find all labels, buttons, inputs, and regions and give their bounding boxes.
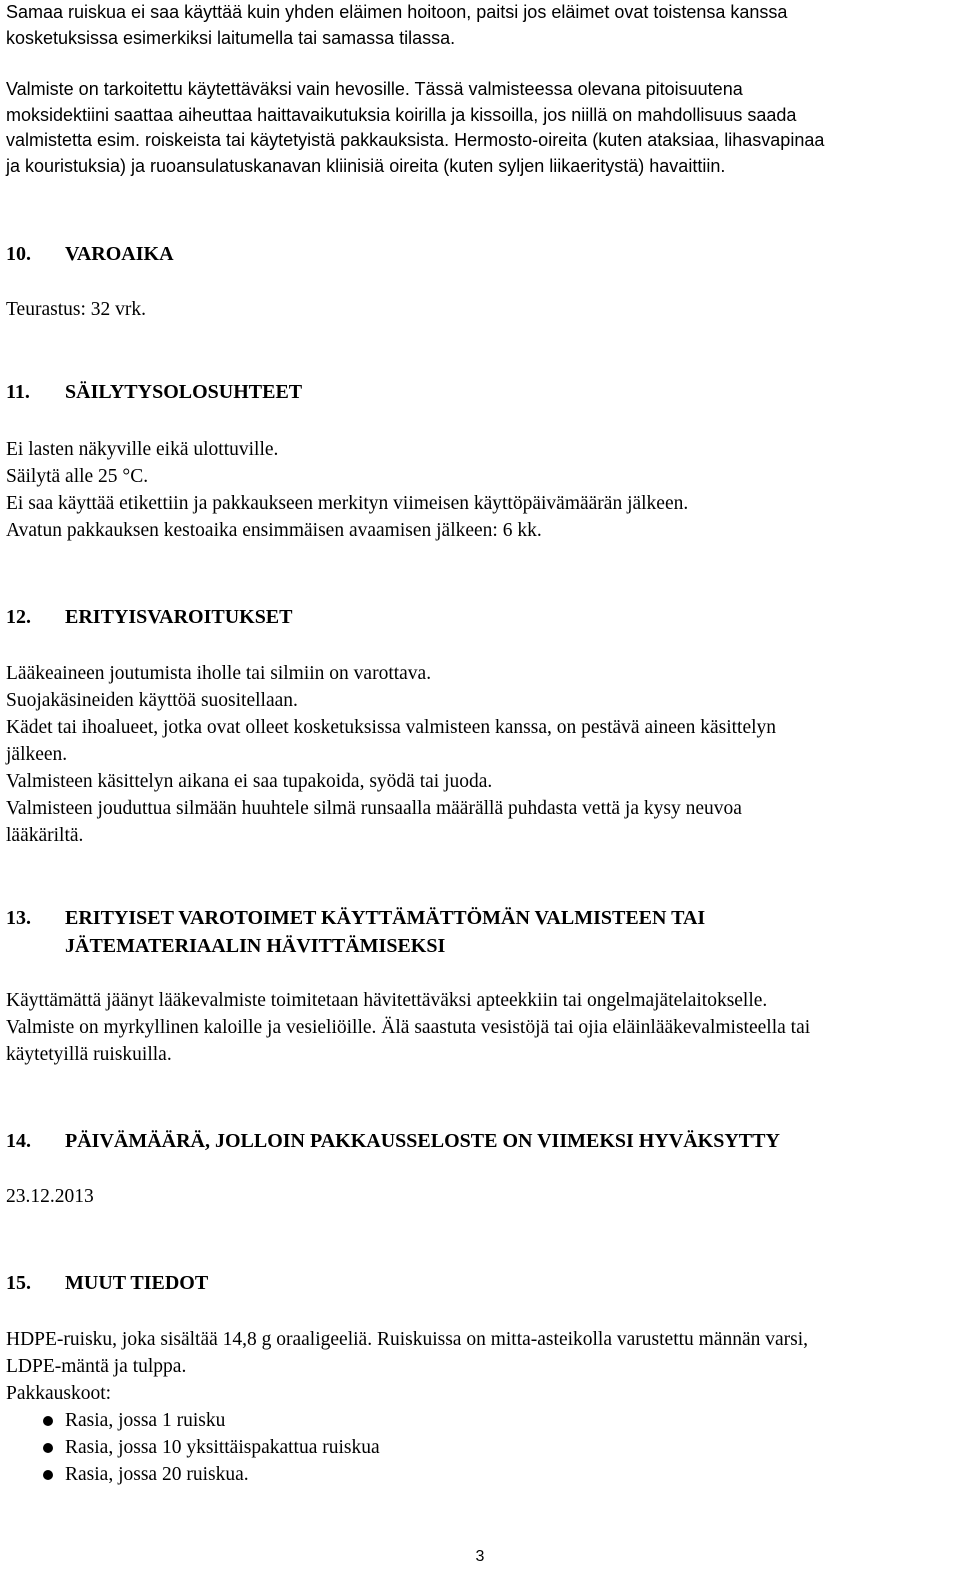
- section-number: 14.: [6, 1130, 31, 1152]
- text-line: LDPE-mäntä ja tulppa.: [6, 1356, 187, 1377]
- text-line: Avatun pakkauksen kestoaika ensimmäisen avaamisen jälkeen: 6 kk.: [6, 520, 542, 541]
- text-line: Käyttämättä jäänyt lääkevalmiste toimitetaan hävitettäväksi apteekkiin tai ongelmajätelaitokselle.: [6, 990, 768, 1011]
- text-line: Valmiste on myrkyllinen kaloille ja vesieliöille. Älä saastuta vesistöjä tai ojia eläinlääkevalmisteella tai: [6, 1017, 811, 1038]
- text-line: Valmisteen käsittelyn aikana ei saa tupakoida, syödä tai juoda.: [6, 771, 493, 792]
- text-line: Pakkauskoot:: [6, 1383, 112, 1404]
- bullet-icon: [43, 1443, 53, 1453]
- text-line: Ei saa käyttää etikettiin ja pakkaukseen merkityn viimeisen käyttöpäivämäärän jälkeen.: [6, 493, 689, 514]
- text-line: jälkeen.: [6, 744, 68, 765]
- text-line: Lääkeaineen joutumista iholle tai silmiin on varottava.: [6, 663, 432, 684]
- list-item: [6, 1434, 808, 1461]
- text-line: Samaa ruiskua ei saa käyttää kuin yhden eläimen hoitoon, paitsi jos eläimet ovat toistensa kanssa: [6, 2, 788, 22]
- text-line: Valmisteen jouduttua silmään huuhtele silmä runsaalla määrällä puhdasta vettä ja kysy neuvoa: [6, 798, 742, 819]
- text-line: Valmiste on tarkoitettu käytettäväksi vain hevosille. Tässä valmisteessa olevana pitoisuutena: [6, 79, 743, 99]
- text-line: moksidektiini saattaa aiheuttaa haittavaikutuksia koirilla ja kissoilla, jos niillä on mahdollisuus saada: [6, 104, 797, 125]
- section-13-body: [6, 987, 810, 1068]
- text-line: Säilytä alle 25 °C.: [6, 466, 149, 487]
- section-title-line-2: JÄTEMATERIAALIN HÄVITTÄMISEKSI: [65, 935, 446, 957]
- text-line: ja kouristuksia) ja ruoansulatuskanavan kliinisiä oireita (kuten syljen liikaeritystä) havaittiin.: [6, 155, 726, 176]
- section-title-line-1: ERITYISET VAROTOIMET KÄYTTÄMÄTTÖMÄN VALMISTEEN TAI: [65, 907, 706, 929]
- section-title: PÄIVÄMÄÄRÄ, JOLLOIN PAKKAUSSELOSTE ON VIIMEKSI HYVÄKSYTTY: [65, 1130, 780, 1152]
- section-number: 11.: [6, 381, 30, 403]
- bullet-icon: [43, 1416, 53, 1426]
- package-size-list: [6, 1407, 808, 1488]
- text-line: kosketuksissa esimerkiksi laitumella tai samassa tilassa.: [6, 27, 456, 48]
- list-item-text: Rasia, jossa 20 ruiskua.: [65, 1464, 249, 1485]
- text-line: käytetyillä ruiskuilla.: [6, 1044, 172, 1065]
- section-number: 15.: [6, 1272, 31, 1294]
- text-line: Ei lasten näkyville eikä ulottuville.: [6, 439, 279, 460]
- section-12-body: [6, 660, 776, 849]
- section-number: 12.: [6, 606, 31, 628]
- text-line: Suojakäsineiden käyttöä suositellaan.: [6, 690, 298, 711]
- bullet-icon: [43, 1470, 53, 1480]
- section-title: ERITYISVAROITUKSET: [65, 606, 293, 628]
- list-item-text: Rasia, jossa 10 yksittäispakattua ruiskua: [65, 1437, 380, 1458]
- section-14-body: [6, 1183, 94, 1210]
- date-text: 23.12.2013: [6, 1186, 94, 1207]
- intro-paragraph-1: [6, 0, 787, 51]
- section-number: 10.: [6, 243, 31, 265]
- list-item-text: Rasia, jossa 1 ruisku: [65, 1410, 226, 1431]
- text-line: lääkäriltä.: [6, 825, 84, 846]
- intro-paragraph-2: [6, 77, 824, 179]
- section-title: VAROAIKA: [65, 243, 174, 265]
- section-15-body: [6, 1326, 808, 1488]
- section-10-body: [6, 296, 146, 323]
- text-line: HDPE-ruisku, joka sisältää 14,8 g oraaligeeliä. Ruiskuissa on mitta-asteikolla varustettu männän varsi,: [6, 1329, 809, 1350]
- section-title: SÄILYTYSOLOSUHTEET: [65, 381, 303, 403]
- text-line: Teurastus: 32 vrk.: [6, 299, 146, 320]
- page-number: 3: [475, 1548, 485, 1565]
- list-item: [6, 1407, 808, 1434]
- section-11-body: [6, 436, 688, 544]
- section-title: MUUT TIEDOT: [65, 1272, 209, 1294]
- text-line: valmistetta esim. roiskeista tai käytetyistä pakkauksista. Hermosto-oireita (kuten ataksiaa, lihasvapinaa: [6, 130, 825, 150]
- section-number: 13.: [6, 907, 31, 929]
- text-line: Kädet tai ihoalueet, jotka ovat olleet kosketuksissa valmisteen kanssa, on pestävä aineen käsittelyn: [6, 717, 777, 738]
- list-item: [6, 1461, 808, 1488]
